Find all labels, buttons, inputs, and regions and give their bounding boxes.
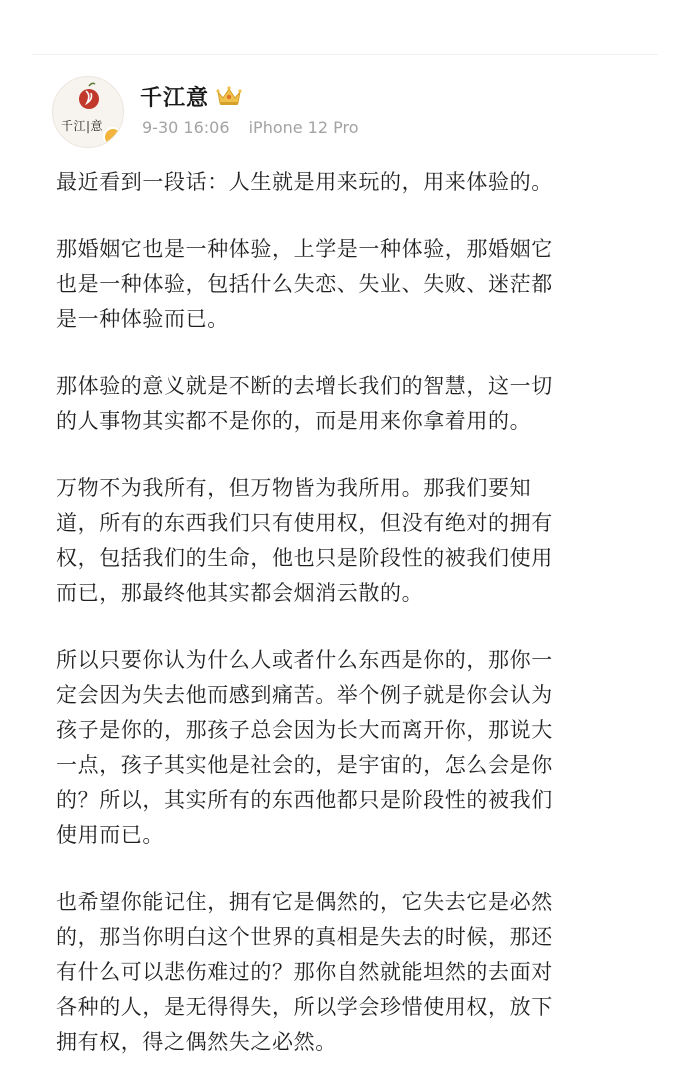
paragraph-line: 也希望你能记住，拥有它是偶然的，它失去它是必然: [56, 890, 553, 914]
username-row: [140, 80, 243, 112]
author-name[interactable]: 千江意: [140, 85, 210, 111]
paragraph-line: 的人事物其实都不是你的，而是用来你拿着用的。: [56, 409, 532, 433]
paragraph-line: 的，那当你明白这个世界的真相是失去的时候，那还: [56, 925, 553, 949]
paragraph-line: 一点，孩子其实他是社会的，是宇宙的，怎么会是你: [56, 753, 553, 777]
post-content: [56, 165, 636, 1092]
paragraph-line: 拥有权，得之偶然失之必然。: [56, 1030, 337, 1054]
post-paragraph: [56, 369, 636, 439]
paragraph-line: 所以只要你认为什么人或者什么东西是你的，那你一: [56, 648, 553, 672]
top-divider: [32, 54, 658, 55]
verified-badge-icon: [103, 127, 123, 147]
paragraph-line: 使用而已。: [56, 823, 164, 847]
paragraph-line: 道，所有的东西我们只有使用权，但没有绝对的拥有: [56, 511, 553, 535]
paragraph-line: 的？所以，其实所有的东西他都只是阶段性的被我们: [56, 788, 553, 812]
post-paragraph: [56, 643, 636, 853]
paragraph-line: 而已，那最终他其实都会烟消云散的。: [56, 581, 424, 605]
paragraph-line: 万物不为我所有，但万物皆为我所用。那我们要知: [56, 476, 532, 500]
crown-icon[interactable]: [215, 85, 243, 107]
paragraph-line: 那体验的意义就是不断的去增长我们的智慧，这一切: [56, 374, 553, 398]
paragraph-line: 有什么可以悲伤难过的？那你自然就能坦然的去面对: [56, 960, 553, 984]
post-date: 9-30 16:06: [142, 118, 230, 137]
paragraph-line: 权，包括我们的生命，他也只是阶段性的被我们使用: [56, 546, 553, 570]
paragraph-line: 最近看到一段话：人生就是用来玩的，用来体验的。: [56, 170, 553, 194]
post-paragraph: [56, 232, 636, 337]
paragraph-line: 定会因为失去他而感到痛苦。举个例子就是你会认为: [56, 683, 553, 707]
post-paragraph: [56, 471, 636, 611]
post-device: iPhone 12 Pro: [248, 118, 359, 137]
paragraph-line: 也是一种体验，包括什么失恋、失业、失败、迷茫都: [56, 272, 553, 296]
paragraph-line: 那婚姻它也是一种体验，上学是一种体验，那婚姻它: [56, 237, 553, 261]
post-header: [52, 76, 652, 148]
post-paragraph: [56, 165, 636, 200]
post-paragraph: [56, 885, 636, 1060]
avatar[interactable]: [52, 76, 124, 148]
paragraph-line: 是一种体验而已。: [56, 307, 229, 331]
post-meta: [142, 118, 373, 137]
avatar-text: 千江|意: [61, 119, 104, 133]
paragraph-line: 各种的人，是无得得失，所以学会珍惜使用权，放下: [56, 995, 553, 1019]
paragraph-line: 孩子是你的，那孩子总会因为长大而离开你，那说大: [56, 718, 553, 742]
